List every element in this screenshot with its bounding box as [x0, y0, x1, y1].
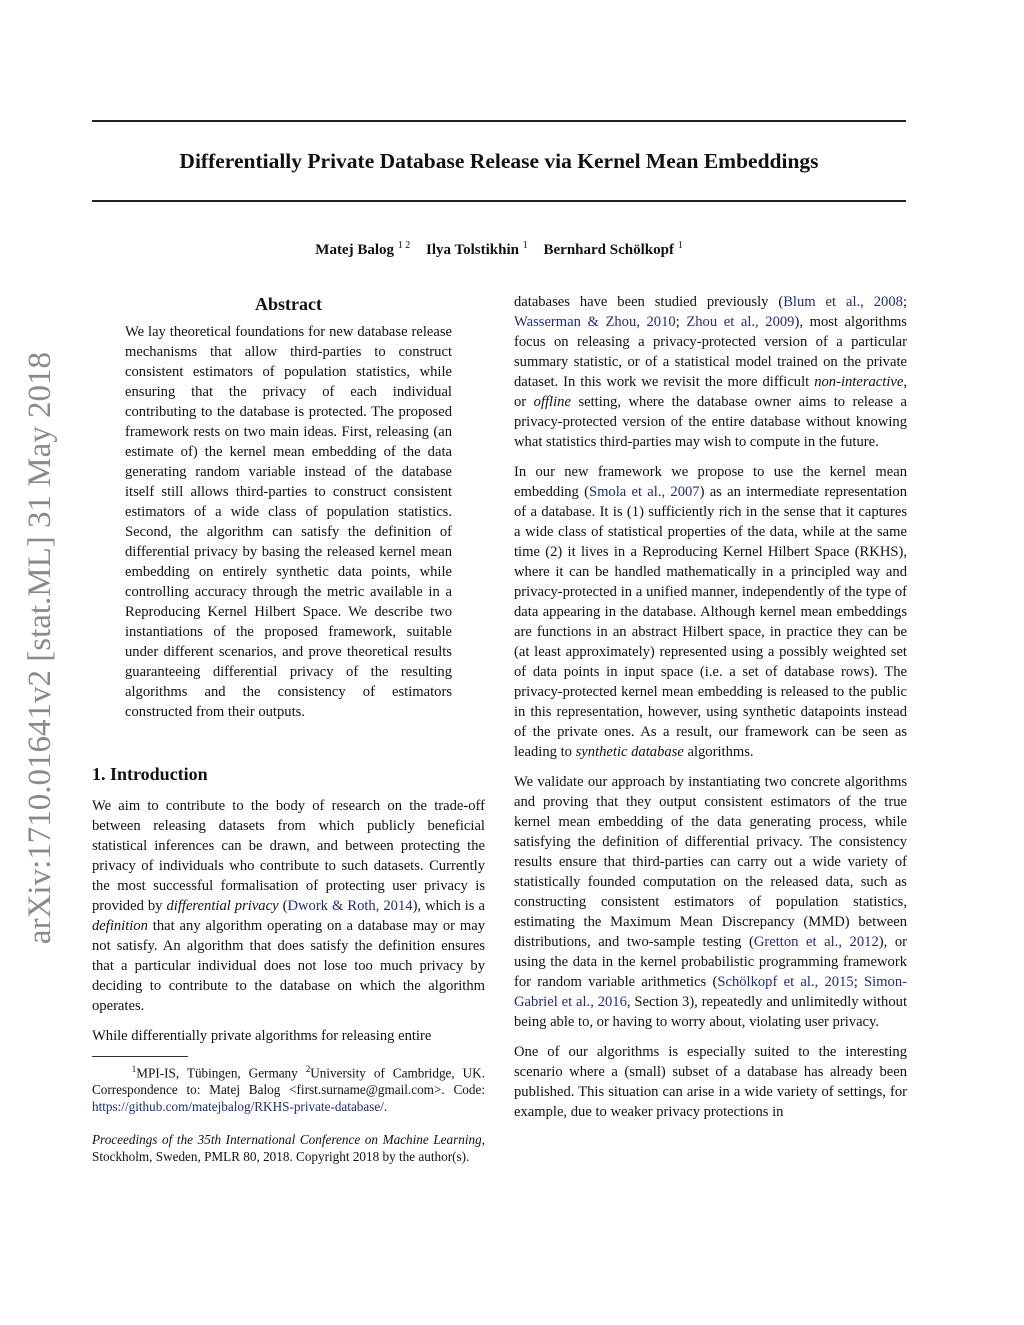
- intro-paragraph-5: One of our algorithms is especially suited to the interesting scenario where a (small) subset of a database has already been published. This situation can arise in a wide variety of settings, for example, due to weaker privacy protections in: [514, 1044, 907, 1120]
- paper-title: Differentially Private Database Release via Kernel Mean Embeddings: [179, 149, 819, 173]
- author-affiliation: 1 2: [397, 240, 411, 251]
- citation-link[interactable]: Zhou et al., 2009: [686, 314, 795, 330]
- citation-link[interactable]: Simon-Gabriel et al., 2016: [514, 974, 907, 1010]
- emphasis-text: offline: [533, 394, 571, 410]
- author-name: Bernhard Schölkopf: [543, 242, 674, 258]
- footnote-rule: [92, 1056, 188, 1057]
- emphasis-text: synthetic database: [575, 744, 684, 760]
- left-column: [92, 292, 485, 1165]
- intro-paragraph-1: We aim to contribute to the body of research on the trade-off between releasing datasets from which publicly beneficial statistical inferences can be drawn, and between protecting the privacy of individuals who contribute to such datasets. Currently the most successful formalisation of protecting user privacy is provided by differential privacy (Dwork & Roth, 2014), which is a definition that any algorithm operating on a database may or may not satisfy. An algorithm that does satisfy the definition ensures that a particular individual does not lose too much privacy by deciding to contribute to the database on which the algorithm operates.: [92, 798, 485, 1014]
- emphasis-text: non-interactive: [814, 374, 904, 390]
- right-column: [514, 292, 907, 1122]
- footnote-affiliations: $^1$MPI-IS, Tübingen, Germany $^2$University of Cambridge, UK. Correspondence to: Matej Balog <first.surname@gmail.com>. Code: https://github.com/matejbalog/RKHS-private-database/.: [92, 1064, 485, 1115]
- citation-link[interactable]: Dwork & Roth, 2014: [287, 898, 413, 914]
- emphasis-text: definition: [92, 918, 148, 934]
- emphasis-text: differential privacy: [166, 898, 279, 914]
- footnote-correspondence: Correspondence to: Matej Balog <first.surname@gmail.com>.: [92, 1082, 445, 1098]
- abstract-text: We lay theoretical foundations for new database release mechanisms that allow third-parties to construct consistent estimators of population statistics, while ensuring that the privacy of each individual contributing to the database is protected. The proposed framework rests on two main ideas. First, releasing (an estimate of) the kernel mean embedding of the data generating random variable instead of the database itself still allows third-parties to construct consistent estimators of a wide class of population statistics. Second, the algorithm can satisfy the definition of differential privacy by basing the released kernel mean embedding on entirely synthetic data points, while controlling accuracy through the metric available in a Reproducing Kernel Hilbert Space. We describe two instantiations of the proposed framework, suitable under different scenarios, and prove theoretical results guaranteeing differential privacy of the resulting algorithms and the consistency of estimators constructed from their outputs.: [125, 324, 452, 720]
- section-heading-introduction: 1. Introduction: [92, 764, 208, 784]
- intro-paragraph-4: We validate our approach by instantiating two concrete algorithms and proving that they output consistent estimators of the true kernel mean embedding of the data generating process, while satisfying the definition of differential privacy. The consistency results ensure that third-parties can carry out a wide variety of statistically founded computation on the released data, such as constructing consistent estimators of population statistics, estimating the Maximum Mean Discrepancy (MMD) between distributions, and two-sample testing (Gretton et al., 2012), or using the data in the kernel probabilistic programming framework for random variable arithmetics (Schölkopf et al., 2015; Simon-Gabriel et al., 2016, Section 3), repeatedly and unlimitedly without being able to, or having to worry about, violating user privacy.: [514, 774, 907, 1030]
- intro-paragraph-3: In our new framework we propose to use the kernel mean embedding (Smola et al., 2007) as an intermediate representation of a database. It is (1) sufficiently rich in the sense that it captures a wide class of statistical properties of the data, while at the same time (2) it lives in a Reproducing Kernel Hilbert Space (RKHS), where it can be handled mathematically in a principled way and privacy-protected in a unified manner, independently of the type of data appearing in the database. Although kernel mean embeddings are functions in an abstract Hilbert space, in practice they can be (at least approximately) represented using a possibly weighted set of data points in input space (i.e. a set of database rows). The privacy-protected kernel mean embedding is released to the public in this representation, however, using synthetic datapoints instead of the private ones. As a result, our framework can be seen as leading to synthetic database algorithms.: [514, 464, 908, 760]
- author-name: Matej Balog: [315, 242, 395, 258]
- citation-link[interactable]: Wasserman & Zhou, 2010: [514, 314, 676, 330]
- author-affiliation: 1: [522, 240, 528, 251]
- intro-paragraph-2-continued: databases have been studied previously (Blum et al., 2008; Wasserman & Zhou, 2010; Zhou et al., 2009), most algorithms focus on releasing a privacy-protected version of a particular summary statistic, or of a statistical model trained on the private dataset. In this work we revisit the more difficult non-interactive, or offline setting, where the database owner aims to release a privacy-protected version of the entire database without knowing what statistics third-parties may wish to compute in the future.: [514, 294, 907, 450]
- title-rule-bottom: [92, 200, 906, 202]
- proceedings-note: Proceedings of the 35th International Conference on Machine Learning, Stockholm, Sweden, PMLR 80, 2018. Copyright 2018 by the author(s).: [92, 1132, 485, 1165]
- intro-paragraph-2-start: While differentially private algorithms for releasing entire: [92, 1028, 432, 1044]
- author-affiliation: 1: [677, 240, 683, 251]
- code-repository-link[interactable]: https://github.com/matejbalog/RKHS-private-database/: [92, 1099, 384, 1115]
- author-list: [92, 234, 906, 262]
- citation-link[interactable]: Gretton et al., 2012: [753, 934, 879, 950]
- abstract-heading: Abstract: [255, 294, 322, 314]
- arxiv-identifier-stamp: arXiv:1710.01641v2 [stat.ML] 31 May 2018: [22, 351, 58, 945]
- citation-link[interactable]: Schölkopf et al., 2015: [717, 974, 854, 990]
- citation-link[interactable]: Smola et al., 2007: [588, 484, 700, 500]
- proceedings-venue: Proceedings of the 35th International Conference on Machine Learning: [92, 1132, 482, 1148]
- author-name: Ilya Tolstikhin: [426, 242, 519, 258]
- citation-link[interactable]: Blum et al., 2008: [783, 294, 903, 310]
- title-rule-top: [92, 120, 906, 122]
